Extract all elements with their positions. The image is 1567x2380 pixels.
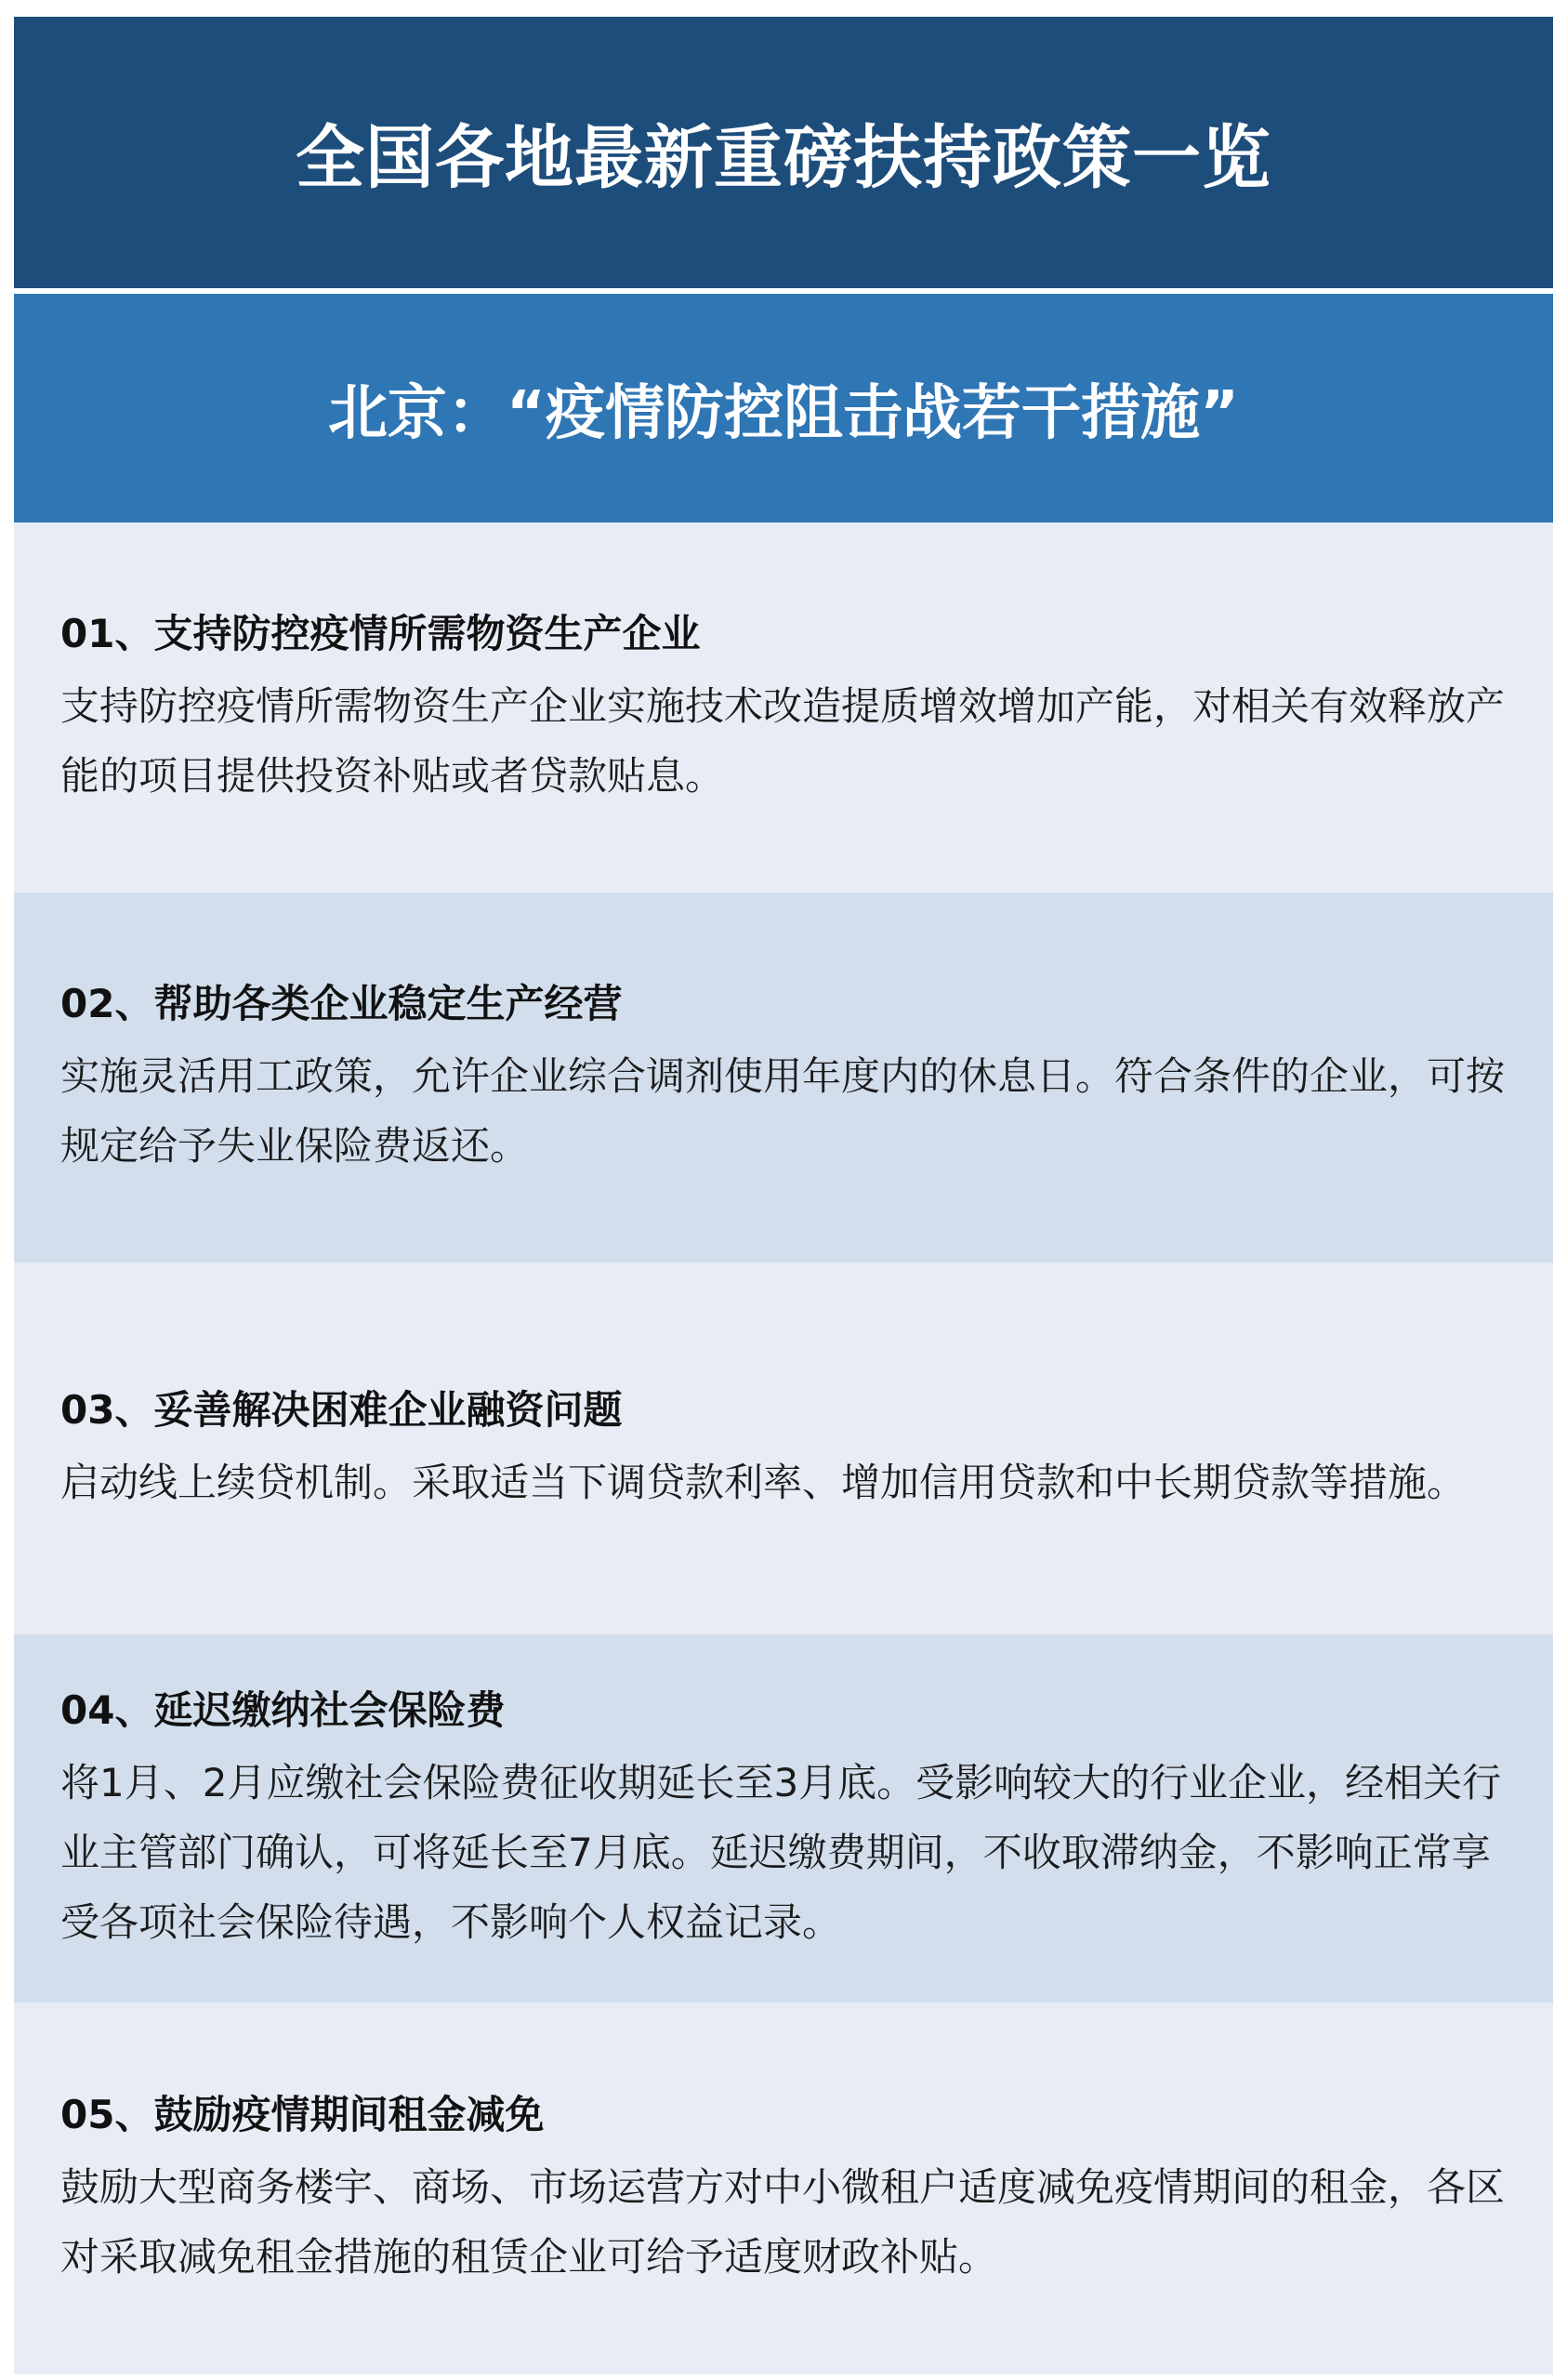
policy-section-02 [14, 892, 1553, 1263]
section-body: 支持防控疫情所需物资生产企业实施技术改造提质增效增加产能，对相关有效释放产能的项目提供投资补贴或者贷款贴息。 [60, 683, 1506, 799]
section-title: 02、帮助各类企业稳定生产经营 [60, 981, 623, 1026]
section-title: 01、支持防控疫情所需物资生产企业 [60, 611, 701, 656]
policy-section-03 [14, 1263, 1553, 1634]
policy-section-01 [14, 522, 1553, 892]
section-body: 实施灵活用工政策，允许企业综合调剂使用年度内的休息日。符合条件的企业，可按规定给予失业保险费返还。 [60, 1053, 1506, 1169]
section-title: 05、鼓励疫情期间租金减免 [60, 2092, 545, 2137]
policy-sheet [14, 17, 1553, 2380]
policy-section-05 [14, 2003, 1553, 2374]
page-subtitle: 北京：“疫情防控阻击战若干措施” [327, 379, 1240, 448]
section-title: 04、延迟缴纳社会保险费 [60, 1686, 506, 1733]
section-title: 03、妥善解决困难企业融资问题 [60, 1386, 623, 1433]
page-title: 全国各地最新重磅扶持政策一览 [296, 118, 1271, 198]
section-body: 鼓励大型商务楼宇、商场、市场运营方对中小微租户适度减免疫情期间的租金，各区对采取减免租金措施的租赁企业可给予适度财政补贴。 [60, 2164, 1506, 2280]
section-body: 将1月、2月应缴社会保险费征收期延长至3月底。受影响较大的行业企业，经相关行业主管部门确认，可将延长至7月底。延迟缴费期间，不收取滞纳金，不影响正常享受各项社会保险待遇，不影响个人权益记录。 [60, 1759, 1502, 1945]
section-body: 启动线上续贷机制。采取适当下调贷款利率、增加信用贷款和中长期贷款等措施。 [60, 1459, 1467, 1505]
title-banner [14, 17, 1553, 288]
policy-section-04 [14, 1634, 1553, 2003]
subtitle-banner [14, 294, 1553, 522]
